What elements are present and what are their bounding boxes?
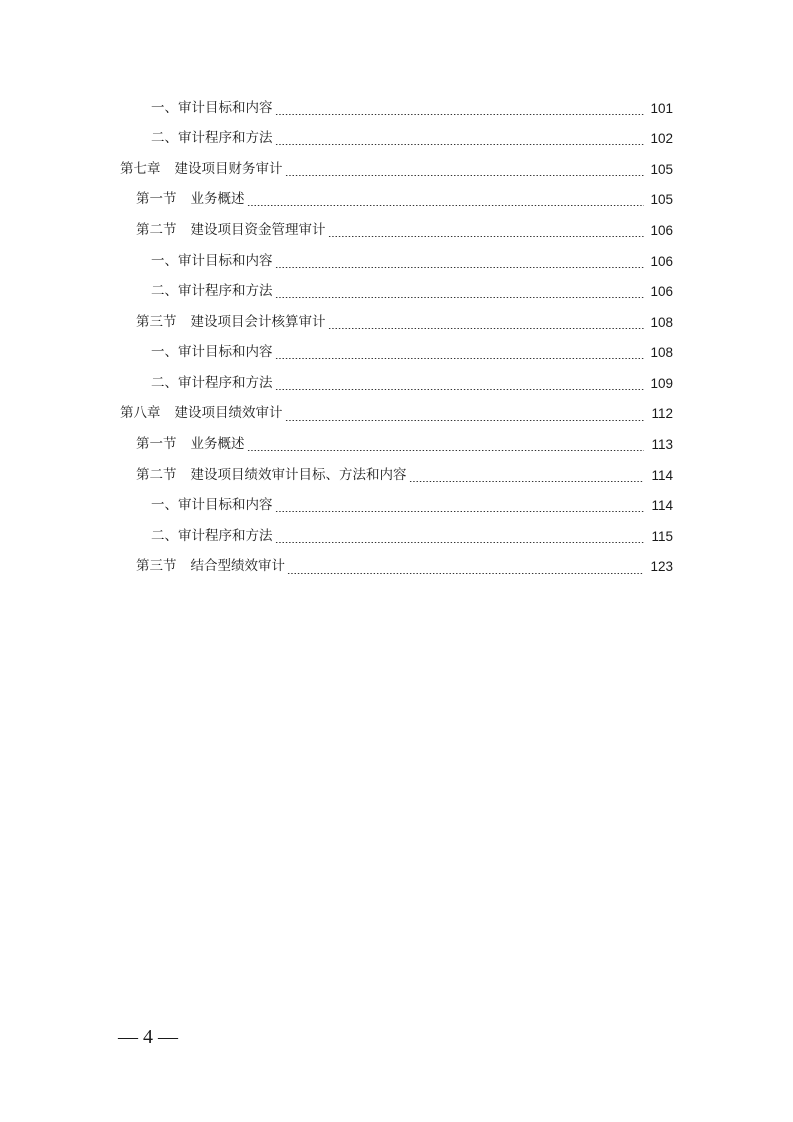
toc-entry-page: 108 bbox=[650, 345, 673, 361]
section-number: 第一节 bbox=[136, 191, 177, 208]
dot-leader bbox=[275, 114, 645, 115]
section-number: 第三节 bbox=[136, 313, 177, 330]
toc-entry-label: 二、审计程序和方法 bbox=[151, 283, 273, 300]
toc-entry[interactable] bbox=[0, 93, 793, 124]
section-number: 第二节 bbox=[136, 221, 177, 238]
dot-leader bbox=[275, 358, 645, 359]
dot-leader bbox=[247, 205, 645, 206]
toc-entry-label bbox=[136, 466, 407, 483]
toc-entry-page: 105 bbox=[650, 161, 673, 177]
toc-entry[interactable] bbox=[0, 277, 793, 308]
toc-entry-label: 二、审计程序和方法 bbox=[151, 527, 273, 544]
dot-leader bbox=[285, 420, 645, 421]
toc-entry-page: 102 bbox=[650, 131, 673, 147]
dot-leader bbox=[275, 267, 645, 268]
dot-leader bbox=[275, 297, 645, 298]
toc-entry-label bbox=[136, 438, 245, 452]
toc-entry-page: 114 bbox=[651, 467, 673, 483]
toc-section-entry[interactable] bbox=[0, 185, 793, 216]
toc-section-entry[interactable] bbox=[0, 552, 793, 583]
dot-leader bbox=[285, 175, 645, 176]
section-number: 第一节 bbox=[136, 436, 177, 453]
toc-section-entry[interactable] bbox=[0, 307, 793, 338]
toc-chapter-entry[interactable] bbox=[0, 399, 793, 430]
dot-leader bbox=[328, 236, 645, 237]
toc-entry-label bbox=[136, 193, 245, 207]
toc-entry[interactable] bbox=[0, 521, 793, 552]
toc-entry[interactable] bbox=[0, 491, 793, 522]
section-title: 结合型绩效审计 bbox=[190, 558, 285, 575]
toc-entry-label bbox=[120, 407, 283, 421]
toc-entry-label bbox=[136, 313, 326, 330]
section-number: 第二节 bbox=[136, 466, 177, 483]
dot-leader bbox=[409, 481, 645, 482]
section-title: 建设项目资金管理审计 bbox=[190, 221, 326, 238]
dot-leader bbox=[247, 450, 645, 451]
toc-section-entry[interactable] bbox=[0, 460, 793, 491]
toc-entry-label: 二、审计程序和方法 bbox=[151, 130, 273, 147]
toc-entry-label bbox=[120, 160, 283, 177]
dot-leader bbox=[275, 511, 645, 512]
chapter-title: 建设项目绩效审计 bbox=[174, 405, 283, 422]
toc-entry-page: 106 bbox=[650, 253, 673, 269]
toc-chapter-entry[interactable] bbox=[0, 154, 793, 185]
dot-leader bbox=[275, 144, 645, 145]
chapter-title: 建设项目财务审计 bbox=[174, 160, 283, 177]
toc-entry-label: 二、审计程序和方法 bbox=[151, 374, 273, 391]
toc-entry-label: 一、审计目标和内容 bbox=[151, 252, 273, 269]
toc-entry-label: 一、审计目标和内容 bbox=[151, 497, 273, 514]
toc-entry-page: 109 bbox=[650, 375, 673, 391]
dot-leader bbox=[275, 542, 645, 543]
page-number-footer: — 4 — bbox=[118, 1026, 178, 1048]
chapter-number: 第八章 bbox=[120, 405, 161, 422]
toc-entry[interactable] bbox=[0, 368, 793, 399]
toc-entry-page: 115 bbox=[651, 528, 673, 544]
toc-entry[interactable] bbox=[0, 124, 793, 155]
section-title: 建设项目绩效审计目标、方法和内容 bbox=[190, 466, 407, 483]
toc-entry-label bbox=[136, 560, 285, 574]
section-number: 第三节 bbox=[136, 558, 177, 575]
toc-entry-page: 106 bbox=[650, 284, 673, 300]
dot-leader bbox=[275, 389, 645, 390]
toc-entry-label bbox=[136, 221, 326, 238]
toc-entry-page: 108 bbox=[650, 314, 673, 330]
toc-section-entry[interactable] bbox=[0, 215, 793, 246]
toc-entry-page: 114 bbox=[651, 498, 673, 514]
toc-entry-page: 105 bbox=[650, 192, 673, 208]
chapter-number: 第七章 bbox=[120, 160, 161, 177]
toc-entry-page: 123 bbox=[650, 559, 673, 575]
section-title: 业务概述 bbox=[190, 191, 245, 208]
section-title: 建设项目会计核算审计 bbox=[190, 313, 326, 330]
dot-leader bbox=[328, 328, 645, 329]
toc-section-entry[interactable] bbox=[0, 430, 793, 461]
toc-entry-page: 112 bbox=[651, 406, 673, 422]
table-of-contents bbox=[0, 93, 793, 583]
toc-entry-label: 一、审计目标和内容 bbox=[151, 344, 273, 361]
toc-entry-page: 113 bbox=[651, 437, 673, 453]
toc-entry[interactable] bbox=[0, 246, 793, 277]
toc-entry[interactable] bbox=[0, 338, 793, 369]
toc-entry-page: 106 bbox=[650, 222, 673, 238]
toc-entry-page: 101 bbox=[650, 100, 673, 116]
section-title: 业务概述 bbox=[190, 436, 245, 453]
dot-leader bbox=[287, 573, 644, 574]
toc-entry-label: 一、审计目标和内容 bbox=[151, 99, 273, 116]
